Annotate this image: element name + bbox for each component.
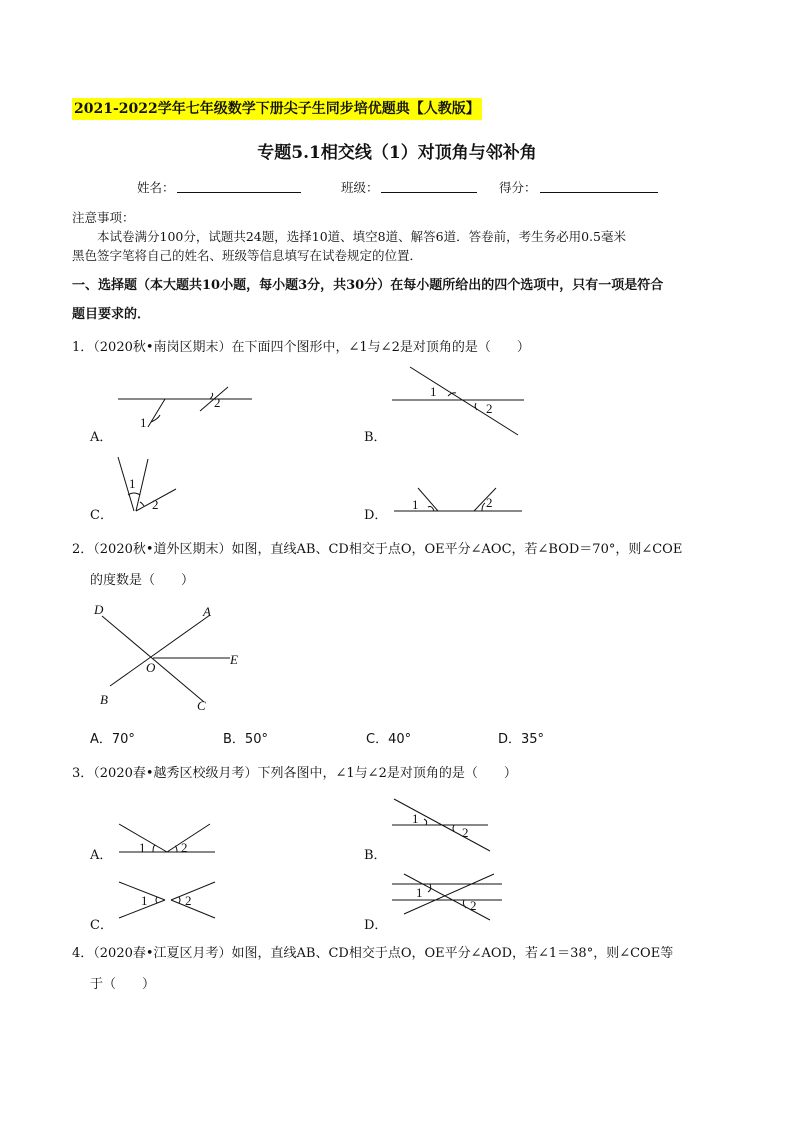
- q3c-label-1: 1: [141, 893, 148, 908]
- q2-point-e: E: [230, 652, 238, 667]
- q1b-label-1: 1: [430, 384, 437, 399]
- question-4-line-2: 于（ ）: [90, 977, 156, 992]
- q3-figure-a: [115, 820, 225, 858]
- notice-heading: 注意事项：: [72, 210, 135, 225]
- q1b-label-2: 2: [486, 401, 493, 416]
- q3a-label-1: 1: [139, 840, 146, 855]
- q3d-label-1: 1: [416, 885, 423, 900]
- q1-option-c[interactable]: C．: [90, 508, 113, 523]
- q1-figure-d: [390, 483, 530, 519]
- q3-figure-b: [390, 795, 500, 855]
- q3-option-d[interactable]: D．: [364, 918, 388, 933]
- q2-point-b: B: [100, 692, 108, 707]
- q1d-label-1: 1: [412, 497, 419, 512]
- q2-option-c[interactable]: C．40°: [366, 732, 412, 747]
- page-title: 专题5.1相交线（1）对顶角与邻补角: [257, 143, 537, 163]
- q1c-label-1: 1: [129, 476, 136, 491]
- q3b-label-2: 2: [462, 825, 469, 840]
- q1a-label-1: 1: [140, 415, 147, 430]
- q3-option-b[interactable]: B．: [364, 848, 387, 863]
- q3d-label-2: 2: [470, 898, 477, 913]
- q2-point-d: D: [94, 602, 104, 617]
- q2-figure: [90, 598, 260, 716]
- q2-point-o: O: [146, 660, 156, 675]
- q3-figure-d: [390, 870, 510, 925]
- question-2-line-2: 的度数是（ ）: [90, 573, 195, 588]
- q2-point-a: A: [203, 604, 211, 619]
- header-banner: 2021-2022学年七年级数学下册尖子生同步培优题典【人教版】: [72, 98, 482, 120]
- class-label: 班级：: [341, 180, 379, 195]
- q2-point-c: C: [197, 698, 206, 713]
- q2-option-b[interactable]: B．50°: [223, 732, 268, 747]
- question-3-text: 3．（2020春•越秀区校级月考）下列各图中，∠1与∠2是对顶角的是（ ）: [72, 766, 517, 781]
- q2-option-a[interactable]: A．70°: [90, 732, 135, 747]
- q1-figure-a: [110, 385, 260, 435]
- question-2-line-1: 2．（2020秋•道外区期末）如图，直线AB、CD相交于点O，OE平分∠AOC，若∠BOD＝70°，则∠COE: [72, 542, 683, 557]
- q1-figure-c: [110, 455, 190, 517]
- q2-option-d[interactable]: D．35°: [498, 732, 545, 747]
- q1-option-b[interactable]: B．: [364, 430, 387, 445]
- notice-line-1: 本试卷满分100分，试题共24题，选择10道、填空8道、解答6道．答卷前，考生务必用0.5毫米: [97, 229, 626, 244]
- q3-option-c[interactable]: C．: [90, 918, 113, 933]
- q1-figure-b: [390, 365, 530, 440]
- q1a-label-2: 2: [214, 395, 221, 410]
- class-line: [381, 192, 477, 193]
- score-line: [540, 192, 658, 193]
- score-label: 得分：: [499, 180, 537, 195]
- q3-figure-c: [115, 878, 225, 922]
- q1-option-d[interactable]: D．: [364, 508, 388, 523]
- q3a-label-2: 2: [181, 840, 188, 855]
- q3b-label-1: 1: [412, 811, 419, 826]
- q1d-label-2: 2: [486, 495, 493, 510]
- q1c-label-2: 2: [152, 497, 159, 512]
- q3-option-a[interactable]: A．: [90, 848, 113, 863]
- name-label: 姓名：: [137, 180, 175, 195]
- section-heading-line-1: 一、选择题（本大题共10小题，每小题3分，共30分）在每小题所给出的四个选项中，只有一项是符合: [72, 278, 664, 293]
- q3c-label-2: 2: [185, 893, 192, 908]
- name-line: [177, 192, 301, 193]
- q1-option-a[interactable]: A．: [90, 430, 113, 445]
- question-4-line-1: 4．（2020春•江夏区月考）如图，直线AB、CD相交于点O，OE平分∠AOD，若∠1＝38°，则∠COE等: [72, 946, 674, 961]
- notice-line-2: 黑色签字笔将自己的姓名、班级等信息填写在试卷规定的位置．: [72, 248, 423, 263]
- question-1-text: 1．（2020秋•南岗区期末）在下面四个图形中，∠1与∠2是对顶角的是（ ）: [72, 340, 530, 355]
- section-heading-line-2: 题目要求的．: [72, 307, 151, 322]
